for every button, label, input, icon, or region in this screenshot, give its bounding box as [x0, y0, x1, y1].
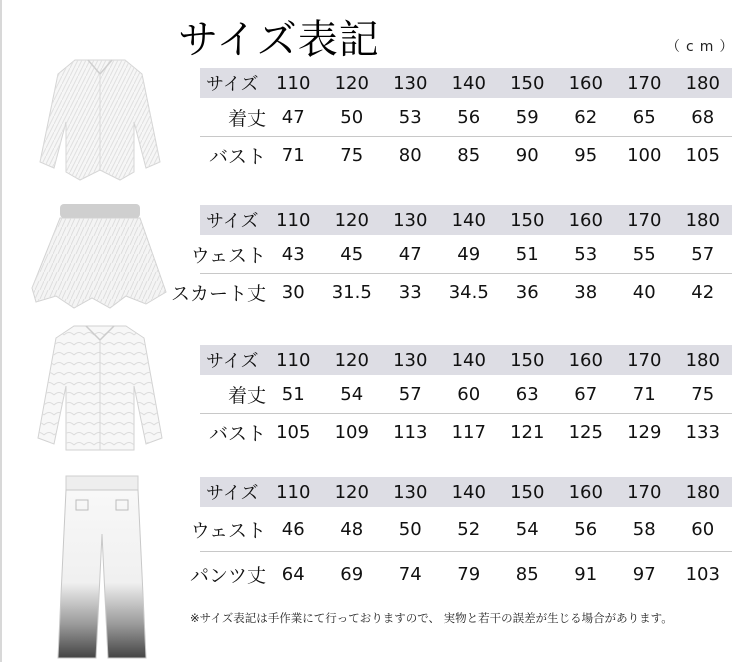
- table-row: [190, 235, 732, 274]
- header-cell: 170: [627, 72, 662, 94]
- table-cell: 65: [632, 106, 656, 128]
- size-table-shirt: [200, 345, 732, 451]
- table-row: [190, 507, 732, 552]
- header-cell: 180: [685, 349, 720, 371]
- header-cell: 150: [510, 209, 545, 231]
- table-cell: 54: [340, 383, 364, 405]
- header-label: サイズ: [206, 74, 259, 95]
- table-cell: 97: [632, 563, 656, 585]
- row-label: バスト: [208, 146, 266, 168]
- table-cell: 56: [574, 518, 598, 540]
- table-cell: 51: [515, 243, 539, 265]
- header-cell: 130: [393, 72, 428, 94]
- table-header-row: [200, 477, 732, 507]
- header-cell: 160: [568, 481, 603, 503]
- table-cell: 68: [691, 106, 715, 128]
- table-cell: 57: [398, 383, 422, 405]
- table-cell: 47: [281, 106, 305, 128]
- table-cell: 40: [632, 282, 656, 303]
- white-feather-skirt-image: [26, 200, 174, 312]
- table-cell: 79: [457, 563, 481, 585]
- table-cell: 105: [276, 422, 311, 443]
- table-cell: 75: [340, 145, 364, 166]
- table-cell: 48: [340, 518, 364, 540]
- table-cell: 133: [685, 422, 720, 443]
- white-textured-shirt-image: [34, 320, 166, 460]
- table-row: [200, 137, 732, 174]
- header-cell: 130: [393, 209, 428, 231]
- table-cell: 64: [281, 563, 305, 585]
- table-cell: 50: [398, 518, 422, 540]
- table-cell: 50: [340, 106, 364, 128]
- table-cell: 121: [510, 422, 545, 443]
- header-cell: 150: [510, 72, 545, 94]
- table-row: [200, 98, 732, 137]
- table-cell: 103: [685, 563, 720, 585]
- table-cell: 33: [398, 282, 422, 303]
- header-cell: 110: [276, 349, 311, 371]
- gradient-wide-pants-image: [56, 474, 148, 662]
- header-cell: 140: [451, 349, 486, 371]
- table-cell: 113: [393, 422, 428, 443]
- table-cell: 109: [334, 422, 369, 443]
- table-cell: 85: [515, 563, 539, 585]
- footnote-text: ※サイズ表記は手作業にて行っておりますので、 実物と若干の誤差が生じる場合があります。: [190, 611, 673, 625]
- header-cell: 180: [685, 481, 720, 503]
- table-cell: 46: [281, 518, 305, 540]
- header-cell: 140: [451, 481, 486, 503]
- table-cell: 53: [398, 106, 422, 128]
- table-cell: 60: [457, 383, 481, 405]
- header-cell: 150: [510, 349, 545, 371]
- table-cell: 85: [457, 145, 481, 166]
- header-cell: 110: [276, 72, 311, 94]
- table-cell: 80: [398, 145, 422, 166]
- table-cell: 105: [685, 145, 720, 166]
- table-cell: 62: [574, 106, 598, 128]
- header-cell: 110: [276, 481, 311, 503]
- header-cell: 160: [568, 209, 603, 231]
- left-edge-line: [0, 0, 2, 662]
- table-cell: 69: [340, 563, 364, 585]
- row-label: スカート丈: [170, 283, 266, 305]
- row-label: バスト: [208, 423, 266, 445]
- table-cell: 75: [691, 383, 715, 405]
- table-row: [170, 274, 732, 311]
- table-cell: 67: [574, 383, 598, 405]
- table-cell: 100: [627, 145, 662, 166]
- header-label: サイズ: [206, 483, 259, 504]
- size-table-pants: [189, 477, 732, 596]
- table-cell: 42: [691, 282, 715, 303]
- header-cell: 110: [276, 209, 311, 231]
- header-cell: 120: [334, 72, 369, 94]
- table-cell: 47: [398, 243, 422, 265]
- table-cell: 63: [515, 383, 539, 405]
- page-title: サイズ表記: [178, 17, 380, 63]
- table-cell: 58: [632, 518, 656, 540]
- row-label: 着丈: [227, 384, 266, 407]
- table-cell: 51: [281, 383, 305, 405]
- header-cell: 150: [510, 481, 545, 503]
- table-cell: 71: [632, 383, 656, 405]
- table-header-row: [200, 345, 732, 375]
- header-cell: 170: [627, 349, 662, 371]
- table-cell: 129: [627, 422, 662, 443]
- header-cell: 170: [627, 209, 662, 231]
- table-cell: 43: [281, 243, 305, 265]
- table-cell: 71: [281, 145, 305, 166]
- header-label: サイズ: [206, 351, 259, 372]
- header-cell: 130: [393, 481, 428, 503]
- table-cell: 95: [574, 145, 598, 166]
- table-cell: 56: [457, 106, 481, 128]
- header-label: サイズ: [206, 211, 259, 232]
- header-cell: 180: [685, 209, 720, 231]
- table-cell: 125: [568, 422, 603, 443]
- row-label: ウェスト: [190, 519, 266, 542]
- row-label: パンツ丈: [189, 564, 266, 587]
- header-cell: 180: [685, 72, 720, 94]
- header-cell: 120: [334, 481, 369, 503]
- table-cell: 90: [515, 145, 539, 166]
- size-table-jacket: [200, 68, 732, 174]
- table-cell: 30: [281, 282, 305, 303]
- table-cell: 117: [451, 422, 486, 443]
- size-table-skirt: [170, 205, 732, 311]
- header-cell: 160: [568, 349, 603, 371]
- header-cell: 170: [627, 481, 662, 503]
- white-feather-jacket-image: [30, 52, 170, 192]
- table-cell: 54: [515, 518, 539, 540]
- table-cell: 45: [340, 243, 364, 265]
- table-row: [189, 552, 732, 596]
- unit-label: （cm）: [666, 39, 740, 55]
- table-cell: 60: [691, 518, 715, 540]
- header-cell: 140: [451, 72, 486, 94]
- header-cell: 120: [334, 349, 369, 371]
- table-row: [200, 414, 732, 451]
- table-cell: 55: [632, 243, 656, 265]
- table-cell: 31.5: [331, 282, 372, 303]
- table-cell: 74: [398, 563, 422, 585]
- table-header-row: [200, 205, 732, 235]
- header-cell: 140: [451, 209, 486, 231]
- table-cell: 34.5: [448, 282, 489, 303]
- table-row: [200, 375, 732, 414]
- table-header-row: [200, 68, 732, 98]
- table-cell: 36: [515, 282, 539, 303]
- header-cell: 120: [334, 209, 369, 231]
- table-cell: 49: [457, 243, 481, 265]
- row-label: 着丈: [227, 107, 266, 130]
- table-cell: 53: [574, 243, 598, 265]
- table-cell: 38: [574, 282, 598, 303]
- header-cell: 130: [393, 349, 428, 371]
- table-cell: 57: [691, 243, 715, 265]
- header-cell: 160: [568, 72, 603, 94]
- row-label: ウェスト: [190, 244, 266, 267]
- table-cell: 52: [457, 518, 481, 540]
- table-cell: 59: [515, 106, 539, 128]
- table-cell: 91: [574, 563, 598, 585]
